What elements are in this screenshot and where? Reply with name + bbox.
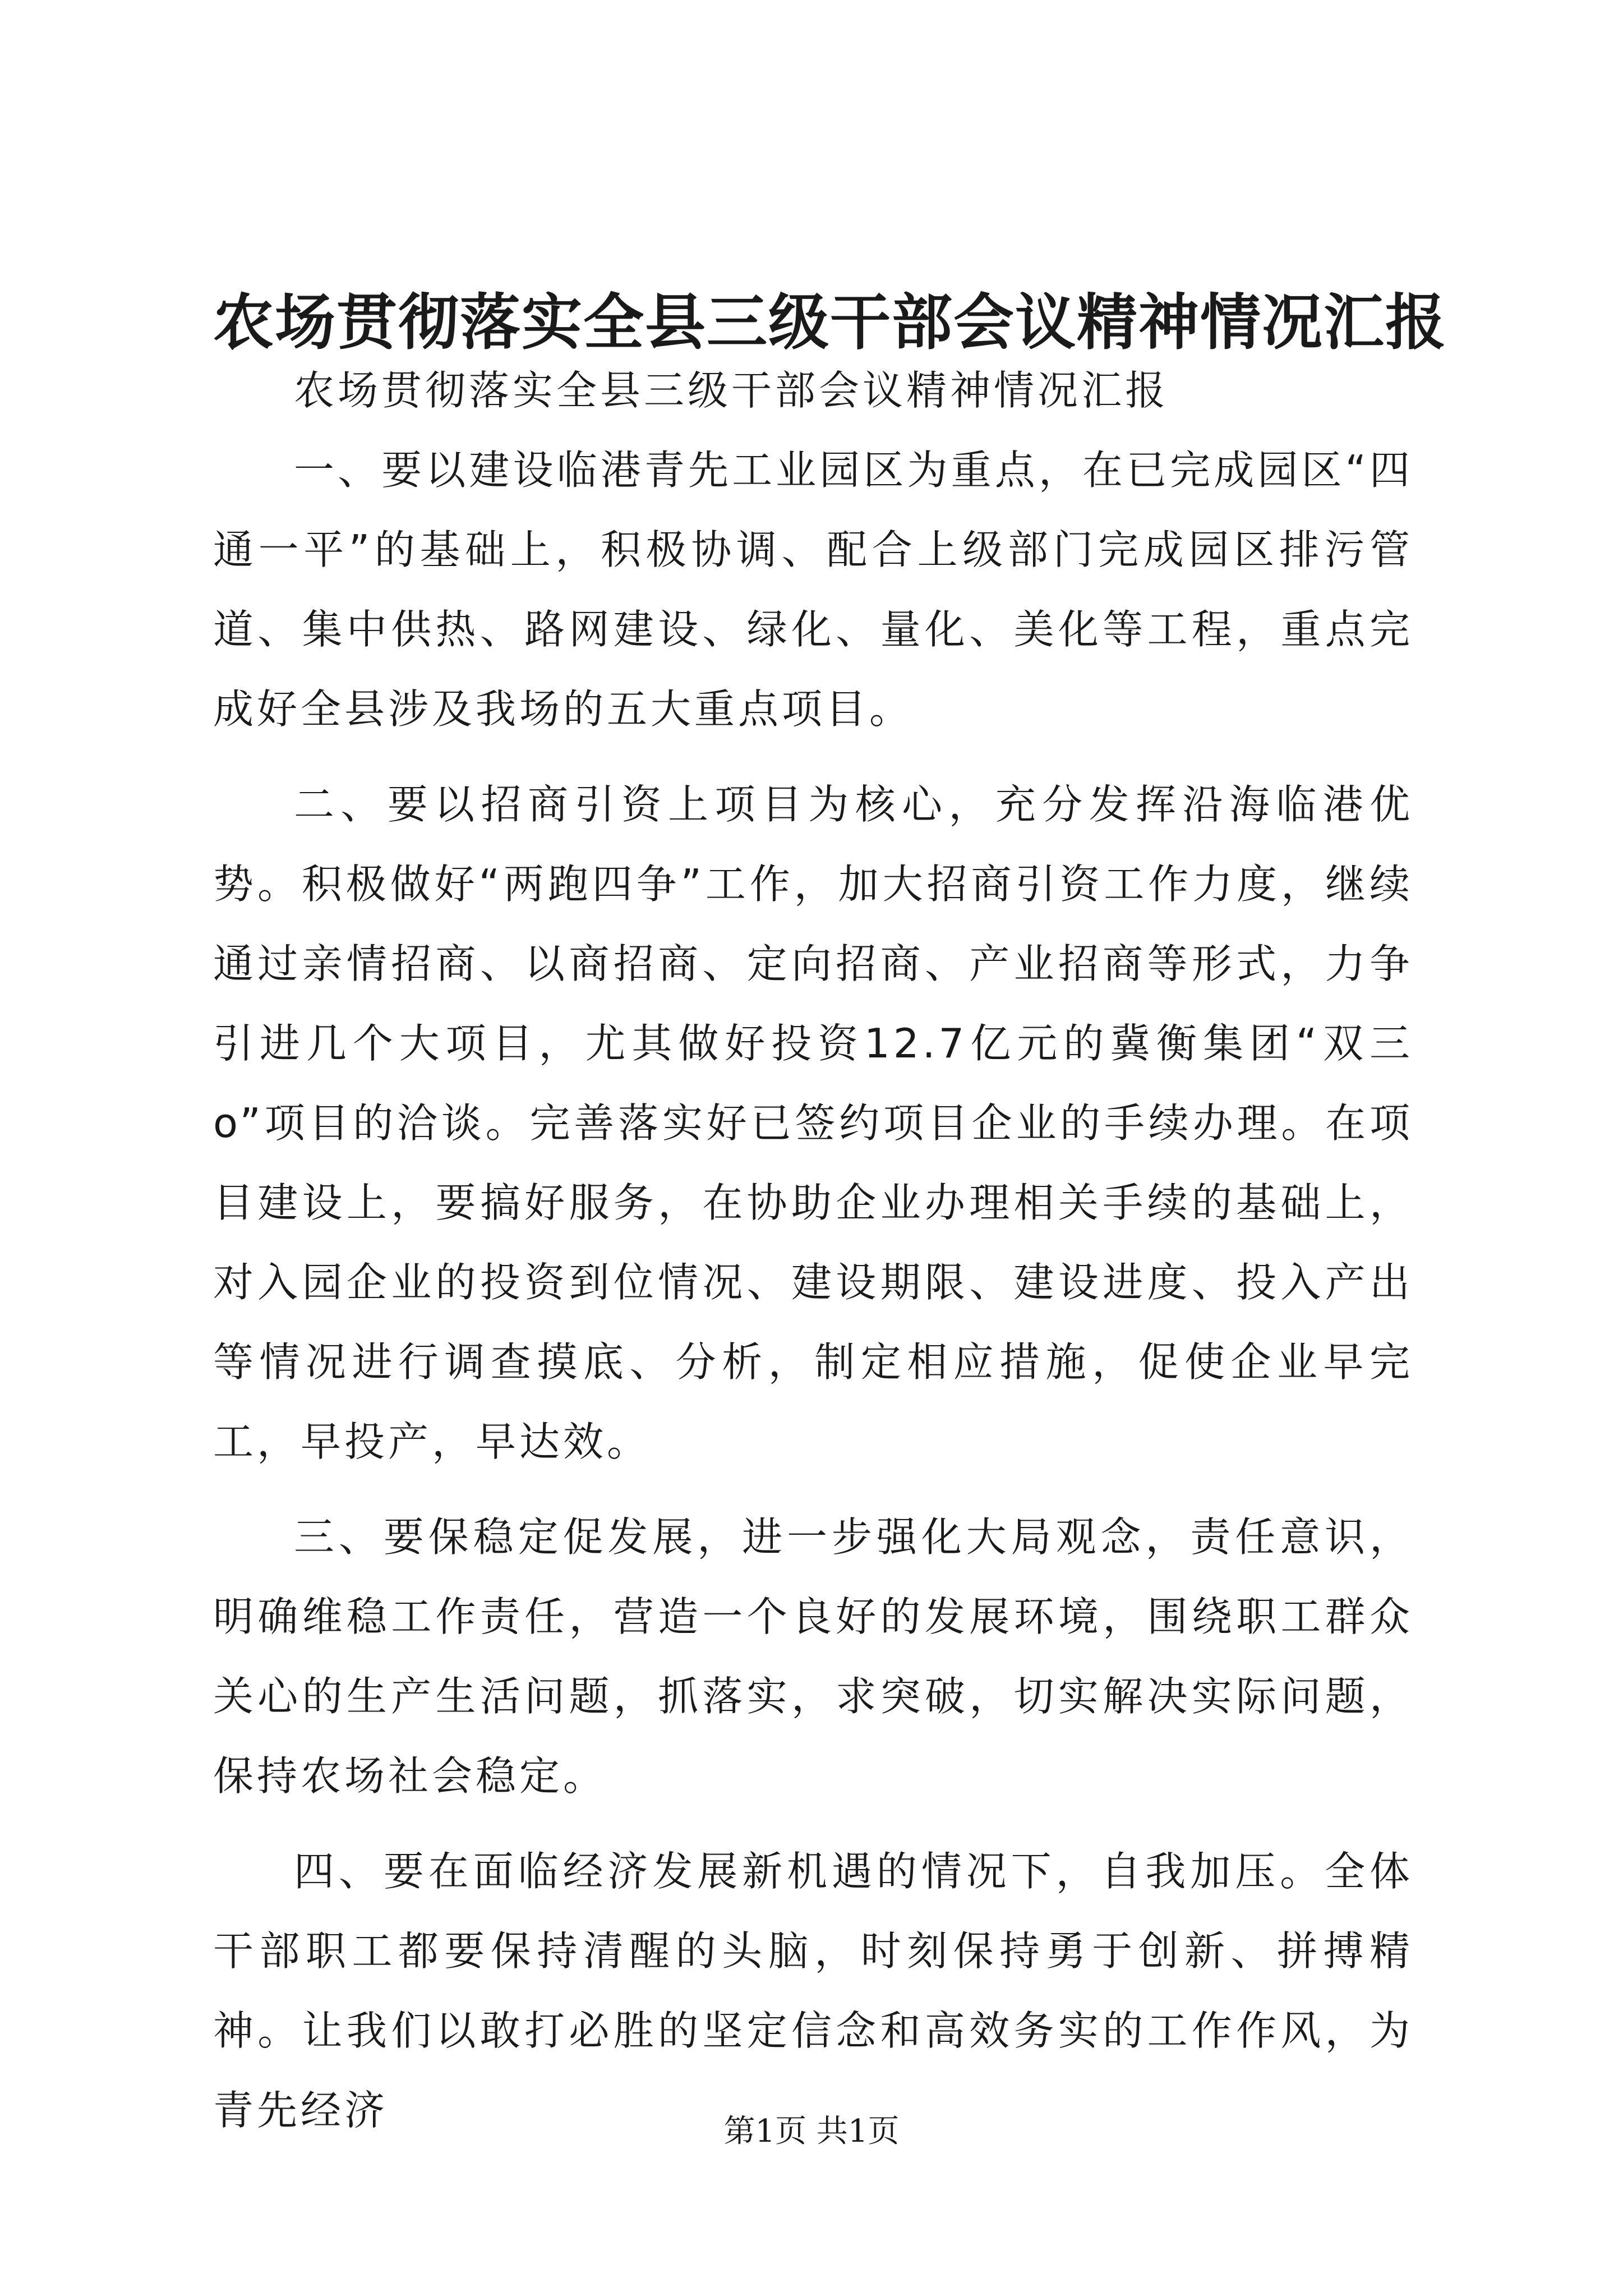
paragraph-2: 二、要以招商引资上项目为核心，充分发挥沿海临港优势。积极做好“两跑四争”工作，加大招商引资工作力度，继续通过亲情招商、以商招商、定向招商、产业招商等形式，力争引进几个大项目，尤其做好投资12.7亿元的冀衡集团“双三o”项目的洽谈。完善落实好已签约项目企业的手续办理。在项目建设上，要搞好服务，在协助企业办理相关手续的基础上，对入园企业的投资到位情况、建设期限、建设进度、投入产出等情况进行调查摸底、分析，制定相应措施，促使企业早完工，早投产，早达效。 [213, 781, 1413, 1465]
document-body [213, 351, 1413, 2150]
page-number-footer: 第1页 共1页 [723, 2113, 900, 2150]
paragraph-subtitle: 农场贯彻落实全县三级干部会议精神情况汇报 [294, 367, 1169, 414]
paragraph-4: 四、要在面临经济发展新机遇的情况下，自我加压。全体干部职工都要保持清醒的头脑，时刻保持勇于创新、拼搏精神。让我们以敢打必胜的坚定信念和高效务实的工作作风，为青先经济 [213, 1848, 1413, 2134]
document-title: 农场贯彻落实全县三级干部会议精神情况汇报 [213, 287, 1447, 358]
paragraph-3: 三、要保稳定促发展，进一步强化大局观念，责任意识，明确维稳工作责任，营造一个良好的发展环境，围绕职工群众关心的生产生活问题，抓落实，求突破，切实解决实际问题，保持农场社会稳定。 [213, 1513, 1413, 1800]
paragraph-1: 一、要以建设临港青先工业园区为重点，在已完成园区“四通一平”的基础上，积极协调、配合上级部门完成园区排污管道、集中供热、路网建设、绿化、量化、美化等工程，重点完成好全县涉及我场的五大重点项目。 [213, 447, 1413, 733]
